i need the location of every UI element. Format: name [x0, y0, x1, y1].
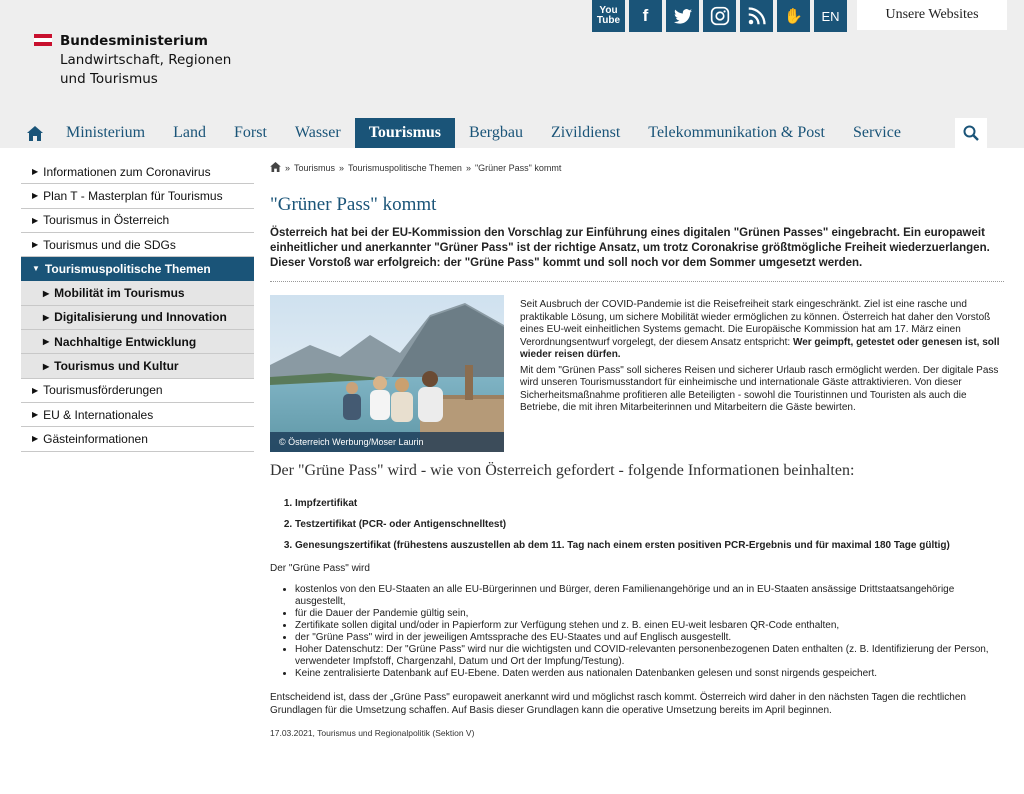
- sidebar-item-label: Nachhaltige Entwicklung: [54, 334, 197, 349]
- sidebar-item-label: Tourismuspolitische Themen: [44, 261, 211, 276]
- instagram-icon[interactable]: [703, 0, 736, 32]
- site-header: [0, 0, 1024, 148]
- list-item: • Zertifikate sollen digital und/oder in Papierform zur Verfügung stehen und z. B. einen EU-weit lesbaren QR-Code enthalten,: [295, 620, 1004, 632]
- nav-wasser[interactable]: Wasser: [294, 124, 341, 141]
- section-heading: Der "Grüne Pass" wird - wie von Österreich gefordert - folgende Informationen beinhalten:: [270, 462, 855, 479]
- brand-line-3: und Tourismus: [60, 71, 158, 87]
- nav-forst[interactable]: Forst: [233, 124, 267, 141]
- publish-date: 17.03.2021, Tourismus und Regionalpolitik (Sektion V): [270, 728, 475, 738]
- list-item: 1. Impfzertifikat: [295, 497, 1004, 510]
- nav-telekommunikation[interactable]: Telekommunikation & Post: [648, 124, 825, 141]
- triangle-right-icon: ▶: [32, 434, 39, 444]
- sidebar-item-tourismuspolitische-themen[interactable]: [21, 257, 254, 281]
- sidebar-item-label: Mobilität im Tourismus: [54, 286, 185, 301]
- sidebar-item-sdgs[interactable]: [21, 233, 254, 257]
- breadcrumb-separator: »: [285, 163, 291, 173]
- article-media-block: [270, 295, 1004, 452]
- closing-paragraph: Entscheidend ist, dass der „Grüne Pass" europaweit anerkannt wird und möglichst rasch kommt. Österreich wird daher in den nächsten Tagen die rechtlichen Grundlagen für die Umsetzung schaffen. Auf Basis dieser Grundlagen kann die operative Umsetzung bereits im April beginnen.: [270, 692, 966, 716]
- certificate-list: [295, 497, 1004, 552]
- nav-service[interactable]: Service: [852, 124, 901, 141]
- list-item: 3. Genesungszertifikat (frühestens auszustellen ab dem 11. Tag nach einem ersten positiven PCR-Ergebnis und für maximal 180 Tage gültig): [295, 539, 1004, 552]
- sidebar-subitem-digitalisierung[interactable]: [21, 306, 254, 330]
- sidebar-item-label: Tourismus in Österreich: [43, 213, 170, 228]
- home-icon[interactable]: [270, 162, 281, 174]
- search-icon[interactable]: [955, 118, 987, 148]
- media-text: [520, 299, 1004, 415]
- list-item: • Hoher Datenschutz: Der "Grüne Pass" wird nur die wichtigsten und COVID-relevanten personenbezogenen Daten enthalten (z. B. Identifizierung der Person, verwendeter Impfstoff, Chargenzahl, Datum und Ort der Impfung/Testung).: [295, 644, 1004, 668]
- sidebar-subitem-kultur[interactable]: [21, 354, 254, 378]
- sidebar-item-tourismus-oesterreich[interactable]: [21, 209, 254, 233]
- sidebar-item-label: Informationen zum Coronavirus: [43, 164, 211, 179]
- sign-language-icon[interactable]: ✋: [777, 0, 810, 32]
- list-item: • kostenlos von den EU-Staaten an alle EU-Bürgerinnen und Bürger, deren Familienangehörige und an in EU-Staaten ansässige Drittstaatsangehörige ausgestellt,: [295, 584, 1004, 608]
- triangle-right-icon: ▶: [32, 191, 39, 201]
- sidebar-item-eu-internationales[interactable]: [21, 403, 254, 427]
- sidebar-item-label: Tourismusförderungen: [43, 383, 163, 398]
- youtube-icon[interactable]: You Tube: [592, 0, 625, 32]
- sidebar-item-label: EU & Internationales: [43, 407, 154, 422]
- triangle-right-icon: ▶: [32, 410, 39, 420]
- list-item: • Keine zentralisierte Datenbank auf EU-Ebene. Daten werden aus nationalen Datenbanken gelesen und sonst nirgends gespeichert.: [295, 668, 1004, 680]
- our-websites-button[interactable]: Unsere Websites: [857, 0, 1007, 30]
- triangle-right-icon: ▶: [43, 288, 50, 298]
- triangle-right-icon: ▶: [32, 240, 39, 250]
- paragraph-text: Seit Ausbruch der COVID-Pandemie ist die Reisefreiheit stark eingeschränkt. Ziel ist eine rasche und praktikable Lösung, um sichere Mobilität wieder ermöglichen zu können. Österreich hat daher den Vorstoß eines EU-weit einheitlichen Systems gemacht. Die Europäische Kommission hat am 17. März einen Verordnungsentwurf vorgelegt, der diesem Ansatz entspricht:: [520, 299, 991, 348]
- article-photo[interactable]: [270, 295, 504, 452]
- sidebar-item-label: Plan T - Masterplan für Tourismus: [43, 188, 223, 203]
- sidebar-item-plan-t[interactable]: [21, 184, 254, 208]
- article-lead: Österreich hat bei der EU-Kommission den Vorschlag zur Einführung eines digitalen "Grünen Passes" eingebracht. Ein europaweit einheitlicher und anerkannter "Grüner Pass" ist der richtige Ansatz, um trotz Coronakrise größtmögliche Freiheit wiederzuerlangen. Dieser Vorstoß war erfolgreich: der "Grüne Pass" kommt und soll noch vor dem Sommer umgesetzt werden.: [270, 227, 990, 269]
- triangle-right-icon: ▶: [43, 337, 50, 347]
- triangle-right-icon: ▶: [32, 215, 39, 225]
- paragraph: [520, 299, 1004, 362]
- paragraph: Mit dem "Grünen Pass" soll sicheres Reisen und sicherer Urlaub rasch ermöglicht werden. Der digitale Pass wird unseren Tourismusstandort für einheimische und internationale Gäste attraktivieren. Von dieser Sicherheitsmaßnahme profitieren alle Beteiligten - sowohl die Touristinnen und Touristen als auch die Betriebe, die mit ihren Mitarbeiterinnen und Mitarbeitern die Gäste bewirten.: [520, 364, 999, 413]
- breadcrumb-current: "Grüner Pass" kommt: [474, 163, 562, 173]
- sidebar-item-label: Tourismus und die SDGs: [43, 237, 176, 252]
- brand-line-2: Landwirtschaft, Regionen: [60, 52, 232, 68]
- paragraph-bold: Wer geimpft, getestet oder genesen ist, soll wieder reisen dürfen.: [520, 336, 1000, 360]
- nav-tourismus[interactable]: Tourismus: [355, 118, 455, 148]
- main-content: [270, 160, 1004, 738]
- list-item: • der "Grüne Pass" wird in der jeweiligen Amtssprache des EU-Staates und auf Englisch ausgestellt.: [295, 632, 1004, 644]
- nav-zivildienst[interactable]: Zivildienst: [550, 124, 621, 141]
- sidebar-item-label: Digitalisierung und Innovation: [54, 310, 227, 325]
- nav-ministerium[interactable]: Ministerium: [66, 124, 146, 141]
- triangle-right-icon: ▶: [32, 385, 39, 395]
- breadcrumb-separator: »: [465, 163, 471, 173]
- nav-land[interactable]: Land: [173, 124, 206, 141]
- facebook-icon[interactable]: f: [629, 0, 662, 32]
- sidebar-item-label: Gästeinformationen: [43, 431, 148, 446]
- sidebar-item-gaesteinformationen[interactable]: [21, 427, 254, 451]
- sidebar-item-coronavirus[interactable]: [21, 160, 254, 184]
- austria-flag-icon: [34, 34, 52, 46]
- ministry-logo[interactable]: [34, 32, 231, 89]
- divider: [270, 281, 1004, 282]
- triangle-right-icon: ▶: [43, 361, 50, 371]
- nav-bergbau[interactable]: Bergbau: [469, 124, 523, 141]
- brand-line-1: Bundesministerium: [60, 33, 208, 49]
- social-links: [592, 0, 847, 32]
- breadcrumb-separator: »: [339, 163, 345, 173]
- sidebar-nav: [21, 160, 254, 452]
- home-icon[interactable]: [18, 118, 52, 148]
- triangle-right-icon: ▶: [32, 167, 39, 177]
- main-nav: [18, 118, 915, 148]
- sidebar-item-foerderungen[interactable]: [21, 379, 254, 403]
- photo-caption: © Österreich Werbung/Moser Laurin: [270, 432, 504, 452]
- sidebar-item-label: Tourismus und Kultur: [54, 359, 179, 374]
- language-en-button[interactable]: EN: [814, 0, 847, 32]
- triangle-down-icon: ▼: [32, 264, 40, 274]
- list-intro: Der "Grüne Pass" wird: [270, 563, 370, 574]
- sidebar-subitem-nachhaltige-entwicklung[interactable]: [21, 330, 254, 354]
- breadcrumb: [270, 160, 1004, 176]
- list-item: • für die Dauer der Pandemie gültig sein,: [295, 608, 1004, 620]
- sidebar-subitem-mobilitaet[interactable]: [21, 281, 254, 305]
- twitter-icon[interactable]: [666, 0, 699, 32]
- rss-icon[interactable]: [740, 0, 773, 32]
- list-item: 2. Testzertifikat (PCR- oder Antigenschnelltest): [295, 518, 1004, 531]
- triangle-right-icon: ▶: [43, 312, 50, 322]
- feature-list: [295, 584, 1004, 680]
- breadcrumb-tourismus[interactable]: Tourismus: [294, 163, 336, 173]
- breadcrumb-themen[interactable]: Tourismuspolitische Themen: [348, 163, 462, 173]
- page-title: "Grüner Pass" kommt: [270, 194, 437, 215]
